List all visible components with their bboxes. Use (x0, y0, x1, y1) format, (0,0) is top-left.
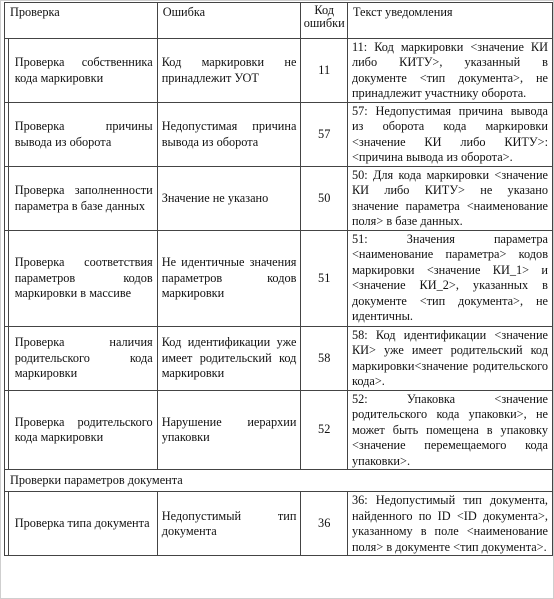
error-cell (157, 231, 301, 327)
error-code: 50 (301, 167, 348, 231)
table-row (5, 327, 553, 391)
message-text: 11: Код маркировки <значение КИ либо КИТУ>, указанный в документе <тип документа>, не принадлежит участнику оборота. (351, 40, 548, 101)
check-text: Проверка собственника кода маркировки (14, 55, 153, 85)
check-text: Проверка наличия родительского кода маркировки (14, 335, 153, 381)
header-check: Проверка (5, 3, 158, 39)
table-header-row (5, 3, 553, 39)
error-cell (157, 103, 301, 167)
header-message: Текст уведомления (347, 3, 552, 39)
check-text: Проверка типа документа (14, 516, 150, 531)
check-text: Проверка причины вывода из оборота (14, 119, 153, 149)
header-error: Ошибка (157, 3, 301, 39)
table-row (5, 492, 553, 556)
error-code: 11 (301, 39, 348, 103)
error-code: 58 (301, 327, 348, 391)
error-code: 36 (301, 492, 348, 556)
error-cell (157, 492, 301, 556)
table-row (5, 231, 553, 327)
check-cell (8, 39, 157, 103)
error-text: Недопустимый тип документа (161, 508, 297, 538)
message-cell (347, 103, 552, 167)
section-header-row (5, 470, 553, 492)
header-code: Код ошибки (301, 3, 348, 39)
error-text: Недопустимая причина вывода из оборота (161, 119, 297, 149)
error-code: 52 (301, 391, 348, 470)
validation-errors-table (4, 2, 553, 556)
table-row (5, 167, 553, 231)
error-cell (157, 391, 301, 470)
error-code: 51 (301, 231, 348, 327)
section-title: Проверки параметров документа (5, 470, 553, 492)
check-cell (8, 231, 157, 327)
message-cell (347, 391, 552, 470)
error-code: 57 (301, 103, 348, 167)
check-text: Проверка родительского кода маркировки (14, 414, 153, 445)
error-cell (157, 167, 301, 231)
check-cell (8, 167, 157, 231)
error-text: Значение не указано (161, 190, 269, 205)
check-text: Проверка соответствия параметров кодов маркировки в массиве (14, 255, 153, 301)
check-cell (8, 391, 157, 470)
check-cell (8, 327, 157, 391)
message-cell (347, 167, 552, 231)
error-text: Код маркировки не принадлежит УОТ (161, 55, 297, 85)
check-text: Проверка заполненности параметра в базе данных (14, 183, 153, 213)
message-text: 57: Недопустимая причина вывода из оборота кода маркировки <значение КИ либо КИТУ>: <причина вывода из оборота>. (351, 104, 548, 165)
message-text: 58: Код идентификации <значение КИ> уже имеет родительский код маркировки<значение родительского кода>. (351, 328, 548, 389)
message-text: 51: Значения параметра <наименование параметра> кодов маркировки <значение КИ_1> и <значение КИ_2>, указанных в документе <тип документа>, не идентичны. (351, 232, 548, 324)
message-cell (347, 492, 552, 556)
document-page (4, 2, 553, 556)
error-text: Не идентичные значения параметров кодов маркировки (161, 255, 297, 301)
error-cell (157, 327, 301, 391)
error-text: Код идентификации уже имеет родительский код маркировки (161, 335, 297, 381)
check-cell (8, 492, 157, 556)
message-text: 36: Недопустимый тип документа, найденного по ID <ID документа>, указанному в поле <наименование поля> в документе <тип документа>. (351, 493, 548, 554)
error-cell (157, 39, 301, 103)
table-row (5, 391, 553, 470)
message-text: 50: Для кода маркировки <значение КИ либо КИТУ> не указано значение параметра <наименование поля> в базе данных. (351, 168, 548, 229)
error-text: Нарушение иерархии упаковки (161, 414, 297, 445)
message-cell (347, 39, 552, 103)
table-row (5, 39, 553, 103)
message-cell (347, 327, 552, 391)
check-cell (8, 103, 157, 167)
message-cell (347, 231, 552, 327)
table-row (5, 103, 553, 167)
message-text: 52: Упаковка <значение родительского кода упаковки>, не может быть помещена в упаковку <значение перемещаемого кода упаковки>. (351, 392, 548, 468)
